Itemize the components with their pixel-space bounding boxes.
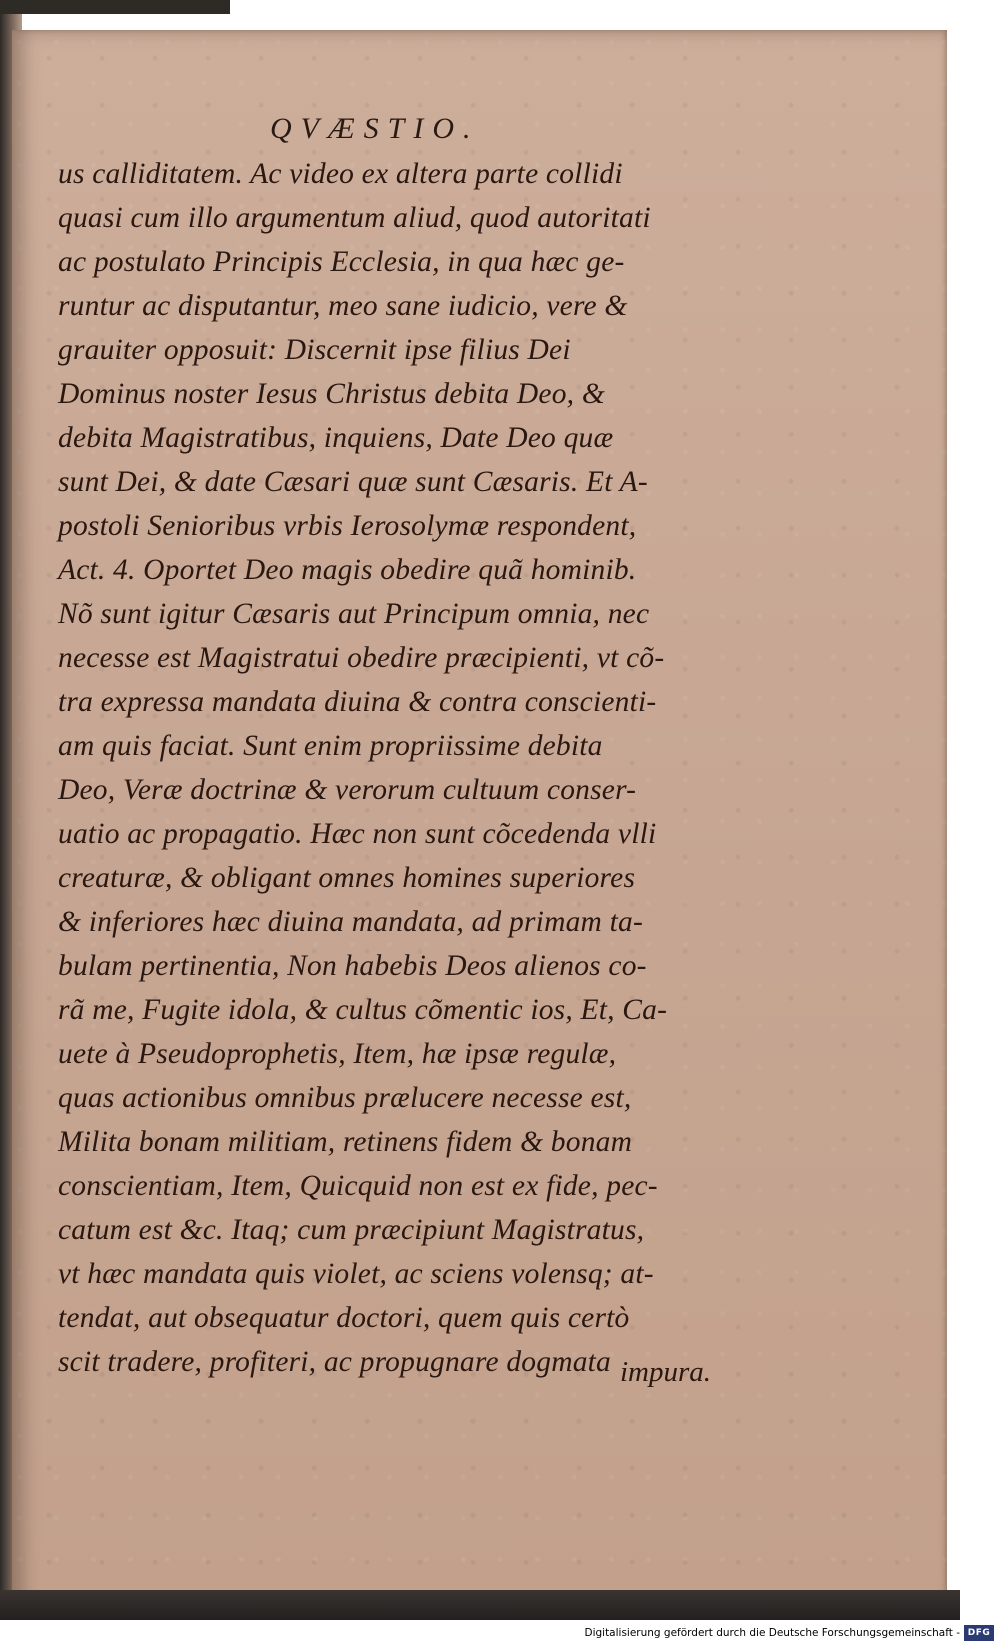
text-line: grauiter opposuit: Discernit ipse filius Dei (58, 334, 571, 366)
text-line: uete à Pseudoprophetis, Item, hæ ipsæ regulæ, (58, 1038, 617, 1070)
scan-bottom-border (0, 1590, 960, 1620)
text-line: creaturæ, & obligant omnes homines superiores (58, 862, 636, 894)
text-line: scit tradere, profiteri, ac propugnare dogmata (58, 1346, 611, 1378)
text-line: runtur ac disputantur, meo sane iudicio, vere & (58, 290, 628, 322)
catchword: impura. (620, 1356, 712, 1388)
text-line: conscientiam, Item, Quicquid non est ex fide, pec- (58, 1170, 658, 1202)
text-line: postoli Senioribus vrbis Ierosolymæ respondent, (58, 510, 637, 542)
body-text (58, 152, 718, 1384)
book-top-edge (0, 0, 230, 14)
text-line: necesse est Magistratui obedire præcipienti, vt cõ- (58, 642, 665, 674)
text-line: Nõ sunt igitur Cæsaris aut Principum omnia, nec (58, 598, 650, 630)
text-line: debita Magistratibus, inquiens, Date Deo quæ (58, 422, 614, 454)
dfg-logo: DFG (964, 1625, 994, 1641)
text-line: rã me, Fugite idola, & cultus cõmentic ios, Et, Ca- (58, 994, 668, 1026)
text-line: uatio ac propagatio. Hæc non sunt cõcedenda vlli (58, 818, 657, 850)
running-head: QVÆSTIO. (270, 112, 480, 145)
text-line: & inferiores hæc diuina mandata, ad primam ta- (58, 906, 643, 938)
text-line: us calliditatem. Ac video ex altera parte collidi (58, 158, 623, 190)
text-line: tra expressa mandata diuina & contra conscienti- (58, 686, 657, 718)
text-line: am quis faciat. Sunt enim propriissime debita (58, 730, 603, 762)
text-line: sunt Dei, & date Cæsari quæ sunt Cæsaris. Et A- (58, 466, 648, 498)
text-line: Milita bonam militiam, retinens fidem & bonam (58, 1126, 633, 1158)
digitization-credit: Digitalisierung gefördert durch die Deutsche Forschungsgemeinschaft - (584, 1627, 960, 1639)
text-line: Deo, Veræ doctrinæ & verorum cultuum conser- (58, 774, 637, 806)
text-line: Dominus noster Iesus Christus debita Deo, & (58, 378, 605, 410)
text-line: vt hæc mandata quis violet, ac sciens volensq; at- (58, 1258, 654, 1290)
text-line: Act. 4. Oportet Deo magis obedire quã hominib. (58, 554, 637, 586)
text-line: ac postulato Principis Ecclesia, in qua hæc ge- (58, 246, 625, 278)
text-line: catum est &c. Itaq; cum præcipiunt Magistratus, (58, 1214, 645, 1246)
text-line: quas actionibus omnibus prælucere necesse est, (58, 1082, 632, 1114)
text-line: tendat, aut obsequatur doctori, quem quis certò (58, 1302, 630, 1334)
text-line: bulam pertinentia, Non habebis Deos alienos co- (58, 950, 647, 982)
text-line: quasi cum illo argumentum aliud, quod autoritati (58, 202, 651, 234)
